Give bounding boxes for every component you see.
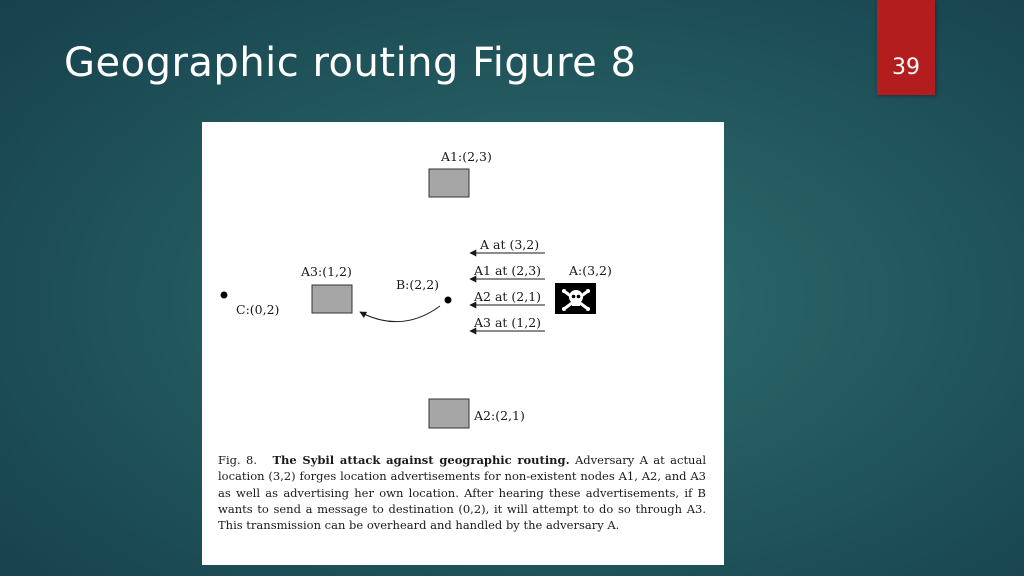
- node-b-dot: [445, 297, 452, 304]
- node-a-label: A:(3,2): [569, 263, 612, 278]
- advertisement-label: A at (3,2): [480, 237, 540, 252]
- skull-and-crossbones-icon: [555, 283, 596, 314]
- slide-title: Geographic routing Figure 8: [64, 40, 637, 86]
- page-number: 39: [892, 55, 920, 80]
- figure-panel: [202, 122, 724, 565]
- node-a2-label: A2:(2,1): [474, 408, 525, 423]
- advertisement-label: A3 at (1,2): [474, 315, 542, 330]
- node-a3-box: [312, 285, 352, 313]
- node-b-label: B:(2,2): [396, 277, 440, 292]
- node-c-label: C:(0,2): [236, 302, 280, 317]
- caption-label: Fig. 8.: [218, 453, 258, 467]
- node-a2-box: [429, 399, 469, 428]
- sybil-attack-diagram: [202, 122, 724, 452]
- node-a1-label: A1:(2,3): [441, 149, 492, 164]
- node-a3-label: A3:(1,2): [301, 264, 352, 279]
- node-a1-box: [429, 169, 469, 197]
- page-number-badge: [877, 0, 935, 95]
- figure-caption: [218, 452, 706, 533]
- advertisement-label: A1 at (2,3): [474, 263, 542, 278]
- caption-text: Adversary A at actual location (3,2) forges location advertisements for non-existent nodes A1, A2, and A3 as well as advertising her own location. After hearing these advertisements, if B wants to send a message to destination (0,2), it will attempt to do so through A3. This transmission can be overheard and handled by the adversary A.: [218, 453, 707, 533]
- caption-title: The Sybil attack against geographic routing.: [272, 453, 570, 467]
- node-c-dot: [221, 292, 228, 299]
- b-to-a3-arrow: [360, 306, 440, 322]
- advertisement-label: A2 at (2,1): [474, 289, 542, 304]
